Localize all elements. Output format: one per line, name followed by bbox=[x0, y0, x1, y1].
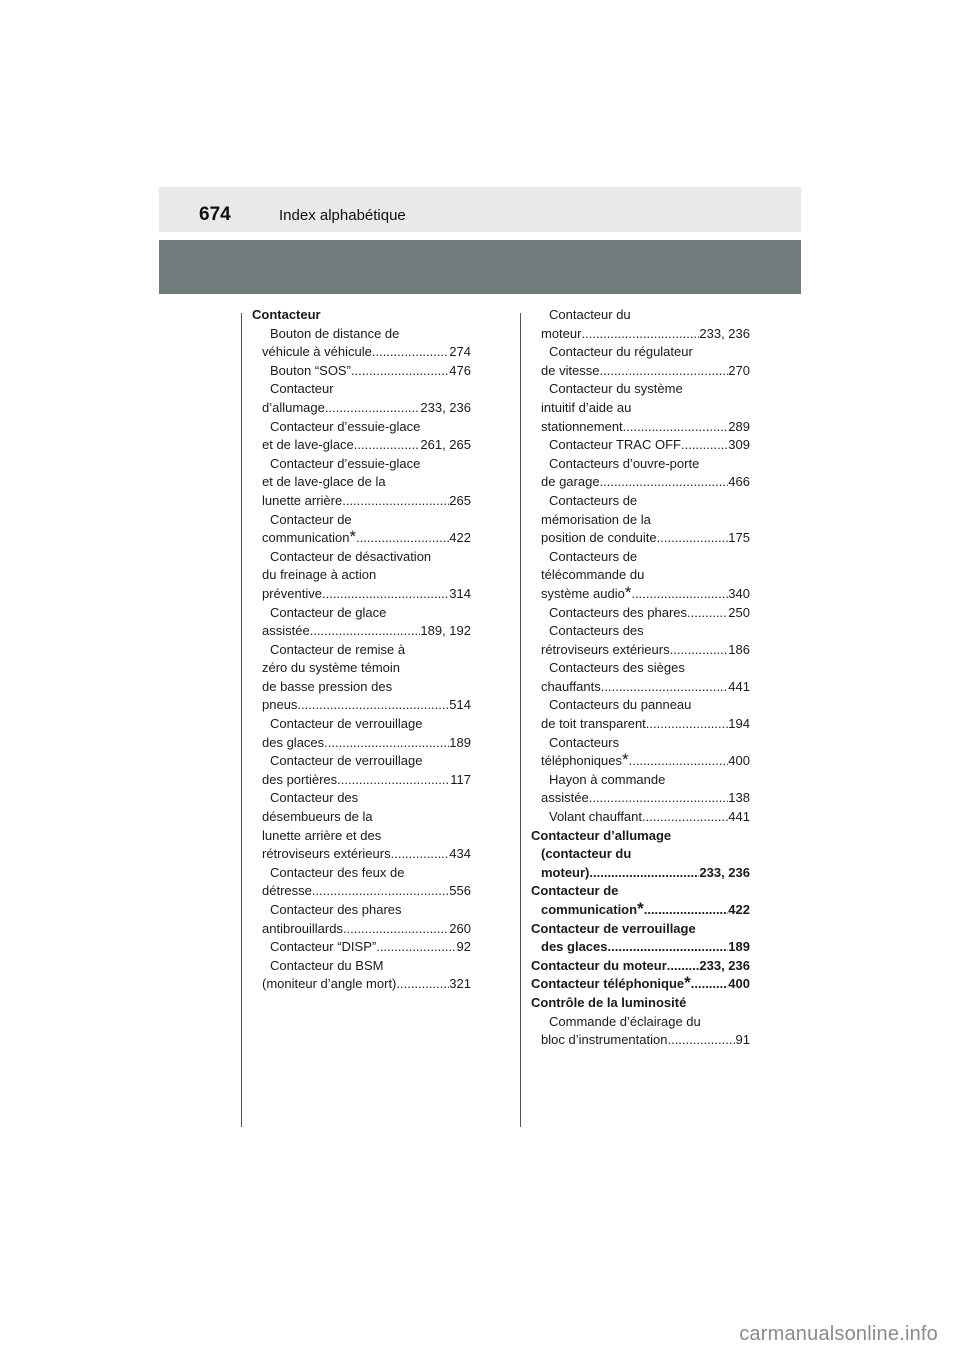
column-divider-middle bbox=[520, 313, 521, 1127]
index-entry: Contacteur de remise à bbox=[270, 641, 406, 657]
index-entry: Commande d’éclairage du bbox=[549, 1013, 701, 1029]
index-entry: des portières ..... 117 bbox=[252, 771, 471, 790]
index-heading: Contacteur du moteur ..... 233, 236 bbox=[531, 957, 750, 976]
index-column-1 bbox=[252, 306, 471, 994]
index-entry: Contacteurs des bbox=[549, 623, 644, 639]
index-heading: des glaces ..... 189 bbox=[531, 938, 750, 957]
index-heading: Contacteur d’allumage bbox=[531, 827, 672, 843]
index-entry: Contacteurs d’ouvre-porte bbox=[549, 455, 700, 471]
index-entry: Contacteur du BSM bbox=[270, 957, 384, 973]
index-heading: moteur) ..... 233, 236 bbox=[531, 864, 750, 883]
index-entry: Hayon à commande bbox=[549, 771, 666, 787]
index-entry: préventive ..... 314 bbox=[252, 585, 471, 604]
index-entry: Contacteur de bbox=[270, 511, 352, 527]
index-entry: Contacteur des feux de bbox=[270, 864, 405, 880]
index-entry: véhicule à véhicule ..... 274 bbox=[252, 343, 471, 362]
index-entry: (moniteur d’angle mort) ..... 321 bbox=[252, 975, 471, 994]
index-entry: assistée ..... 189, 192 bbox=[252, 622, 471, 641]
index-heading: Contacteur bbox=[252, 307, 321, 322]
index-entry: Volant chauffant ..... 441 bbox=[531, 808, 750, 827]
index-entry: des glaces ..... 189 bbox=[252, 734, 471, 753]
page-title: Index alphabétique bbox=[279, 207, 406, 224]
index-heading: Contrôle de la luminosité bbox=[531, 994, 687, 1010]
index-entry: lunette arrière ..... 265 bbox=[252, 492, 471, 511]
index-entry: de toit transparent ..... 194 bbox=[531, 715, 750, 734]
index-heading: communication * ..... 422 bbox=[531, 901, 750, 920]
index-heading: (contacteur du bbox=[541, 846, 632, 862]
index-entry: chauffants ..... 441 bbox=[531, 678, 750, 697]
index-entry: téléphoniques * ..... 400 bbox=[531, 752, 750, 771]
index-entry: pneus ..... 514 bbox=[252, 696, 471, 715]
index-entry: détresse ..... 556 bbox=[252, 882, 471, 901]
page-number: 674 bbox=[199, 204, 231, 225]
index-entry: mémorisation de la bbox=[541, 511, 651, 527]
index-entry: Contacteurs des sièges bbox=[549, 660, 685, 676]
index-entry: de garage ..... 466 bbox=[531, 473, 750, 492]
index-heading: Contacteur de bbox=[531, 883, 619, 899]
index-entry: de basse pression des bbox=[262, 678, 393, 694]
index-entry: moteur ..... 233, 236 bbox=[531, 325, 750, 344]
index-column-2 bbox=[531, 306, 750, 1050]
section-band bbox=[159, 240, 801, 294]
index-entry: stationnement ..... 289 bbox=[531, 418, 750, 437]
index-entry: d’allumage ..... 233, 236 bbox=[252, 399, 471, 418]
index-heading: Contacteur de verrouillage bbox=[531, 920, 696, 936]
index-entry: Contacteur “DISP” ..... 92 bbox=[252, 938, 471, 957]
index-entry: Contacteurs bbox=[549, 734, 620, 750]
index-entry: Contacteurs des phares ..... 250 bbox=[531, 604, 750, 623]
index-entry: Contacteur du régulateur bbox=[549, 344, 693, 360]
index-entry: Contacteur des bbox=[270, 790, 359, 806]
index-entry: Bouton de distance de bbox=[270, 325, 400, 341]
index-entry: Contacteur d’essuie-glace bbox=[270, 455, 421, 471]
index-entry: Contacteur des phares bbox=[270, 902, 402, 917]
index-entry: bloc d’instrumentation ..... 91 bbox=[531, 1031, 750, 1050]
index-entry: système audio * ..... 340 bbox=[531, 585, 750, 604]
header-bar bbox=[159, 187, 801, 232]
index-entry: Contacteur TRAC OFF ..... 309 bbox=[531, 436, 750, 455]
index-entry: lunette arrière et des bbox=[262, 827, 382, 843]
index-entry: désembueurs de la bbox=[262, 809, 373, 825]
index-entry: antibrouillards ..... 260 bbox=[252, 920, 471, 939]
index-entry: Contacteur d’essuie-glace bbox=[270, 418, 421, 434]
index-entry: Bouton “SOS” ..... 476 bbox=[252, 362, 471, 381]
index-entry: Contacteur bbox=[270, 381, 334, 397]
index-entry: assistée ..... 138 bbox=[531, 789, 750, 808]
index-entry: Contacteurs de bbox=[549, 492, 638, 508]
index-entry: Contacteur du système bbox=[549, 381, 683, 397]
index-heading: Contacteur téléphonique * ..... 400 bbox=[531, 975, 750, 994]
index-entry: et de lave-glace ..... 261, 265 bbox=[252, 436, 471, 455]
index-entry: zéro du système témoin bbox=[262, 660, 401, 676]
watermark: carmanualsonline.info bbox=[739, 1323, 938, 1345]
index-entry: de vitesse ..... 270 bbox=[531, 362, 750, 381]
index-entry: Contacteur de glace bbox=[270, 604, 387, 620]
index-entry: position de conduite ..... 175 bbox=[531, 529, 750, 548]
index-entry: Contacteur de verrouillage bbox=[270, 716, 423, 732]
index-entry: Contacteurs de bbox=[549, 548, 638, 564]
index-entry: et de lave-glace de la bbox=[262, 474, 386, 490]
index-entry: communication * ..... 422 bbox=[252, 529, 471, 548]
index-entry: rétroviseurs extérieurs ..... 434 bbox=[252, 845, 471, 864]
index-entry: télécommande du bbox=[541, 567, 645, 583]
column-divider-left bbox=[241, 313, 242, 1127]
index-entry: Contacteur de désactivation bbox=[270, 548, 432, 564]
index-entry: Contacteur de verrouillage bbox=[270, 753, 423, 769]
index-entry: Contacteurs du panneau bbox=[549, 697, 692, 713]
index-entry: intuitif d’aide au bbox=[541, 399, 632, 415]
index-entry: Contacteur du bbox=[549, 307, 631, 322]
index-entry: rétroviseurs extérieurs ..... 186 bbox=[531, 641, 750, 660]
index-entry: du freinage à action bbox=[262, 567, 377, 583]
